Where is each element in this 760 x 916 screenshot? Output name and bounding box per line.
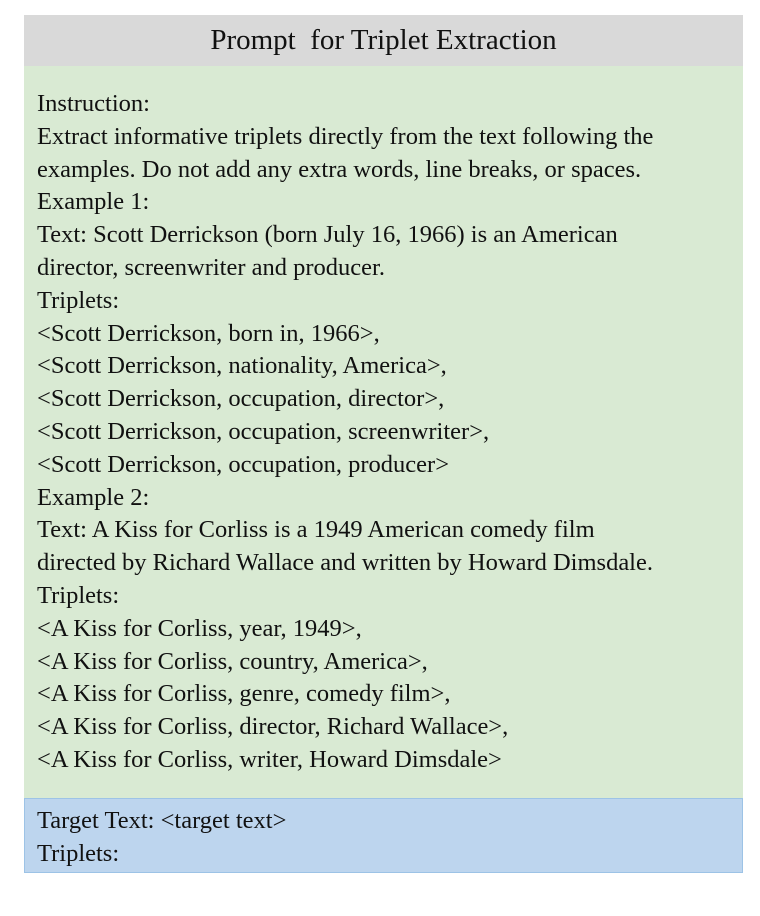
example-2-triplet: <A Kiss for Corliss, director, Richard Wallace>,: [37, 713, 509, 741]
example-2-triplet: <A Kiss for Corliss, country, America>,: [37, 647, 428, 675]
target-triplets-line: Triplets:: [37, 839, 120, 867]
example-2-triplet: <A Kiss for Corliss, genre, comedy film>,: [37, 680, 451, 708]
instruction-text-line: Extract informative triplets directly from the text following the: [37, 122, 654, 150]
example-1-triplet: <Scott Derrickson, born in, 1966>,: [37, 319, 380, 347]
example-1-triplet: <Scott Derrickson, occupation, screenwriter>,: [37, 417, 490, 445]
example-2-text-line: directed by Richard Wallace and written by Howard Dimsdale.: [37, 549, 653, 577]
target-text-line: Target Text: <target text>: [37, 807, 287, 834]
example-1-triplet: <Scott Derrickson, occupation, director>,: [37, 385, 445, 413]
example-2-triplet: <A Kiss for Corliss, year, 1949>,: [37, 614, 362, 642]
example-2-triplet: <A Kiss for Corliss, writer, Howard Dimsdale>: [37, 745, 502, 773]
example-1-triplet: <Scott Derrickson, occupation, producer>: [37, 450, 450, 478]
example-2-triplets-heading: Triplets:: [37, 581, 120, 609]
example-1-triplets-heading: Triplets:: [37, 286, 120, 314]
prompt-body: [24, 66, 743, 798]
example-1-triplet: <Scott Derrickson, nationality, America>,: [37, 352, 447, 380]
example-1-heading: Example 1:: [37, 188, 150, 216]
prompt-title: Prompt for Triplet Extraction: [24, 15, 743, 66]
prompt-card: [24, 15, 743, 873]
instruction-text-line: examples. Do not add any extra words, line breaks, or spaces.: [37, 155, 642, 183]
target-section: [24, 798, 743, 873]
example-1-text-line: director, screenwriter and producer.: [37, 253, 385, 281]
example-2-text-line: Text: A Kiss for Corliss is a 1949 American comedy film: [37, 516, 595, 544]
example-2-heading: Example 2:: [37, 483, 150, 511]
instruction-heading: Instruction:: [37, 90, 150, 117]
example-1-text-line: Text: Scott Derrickson (born July 16, 1966) is an American: [37, 221, 618, 249]
